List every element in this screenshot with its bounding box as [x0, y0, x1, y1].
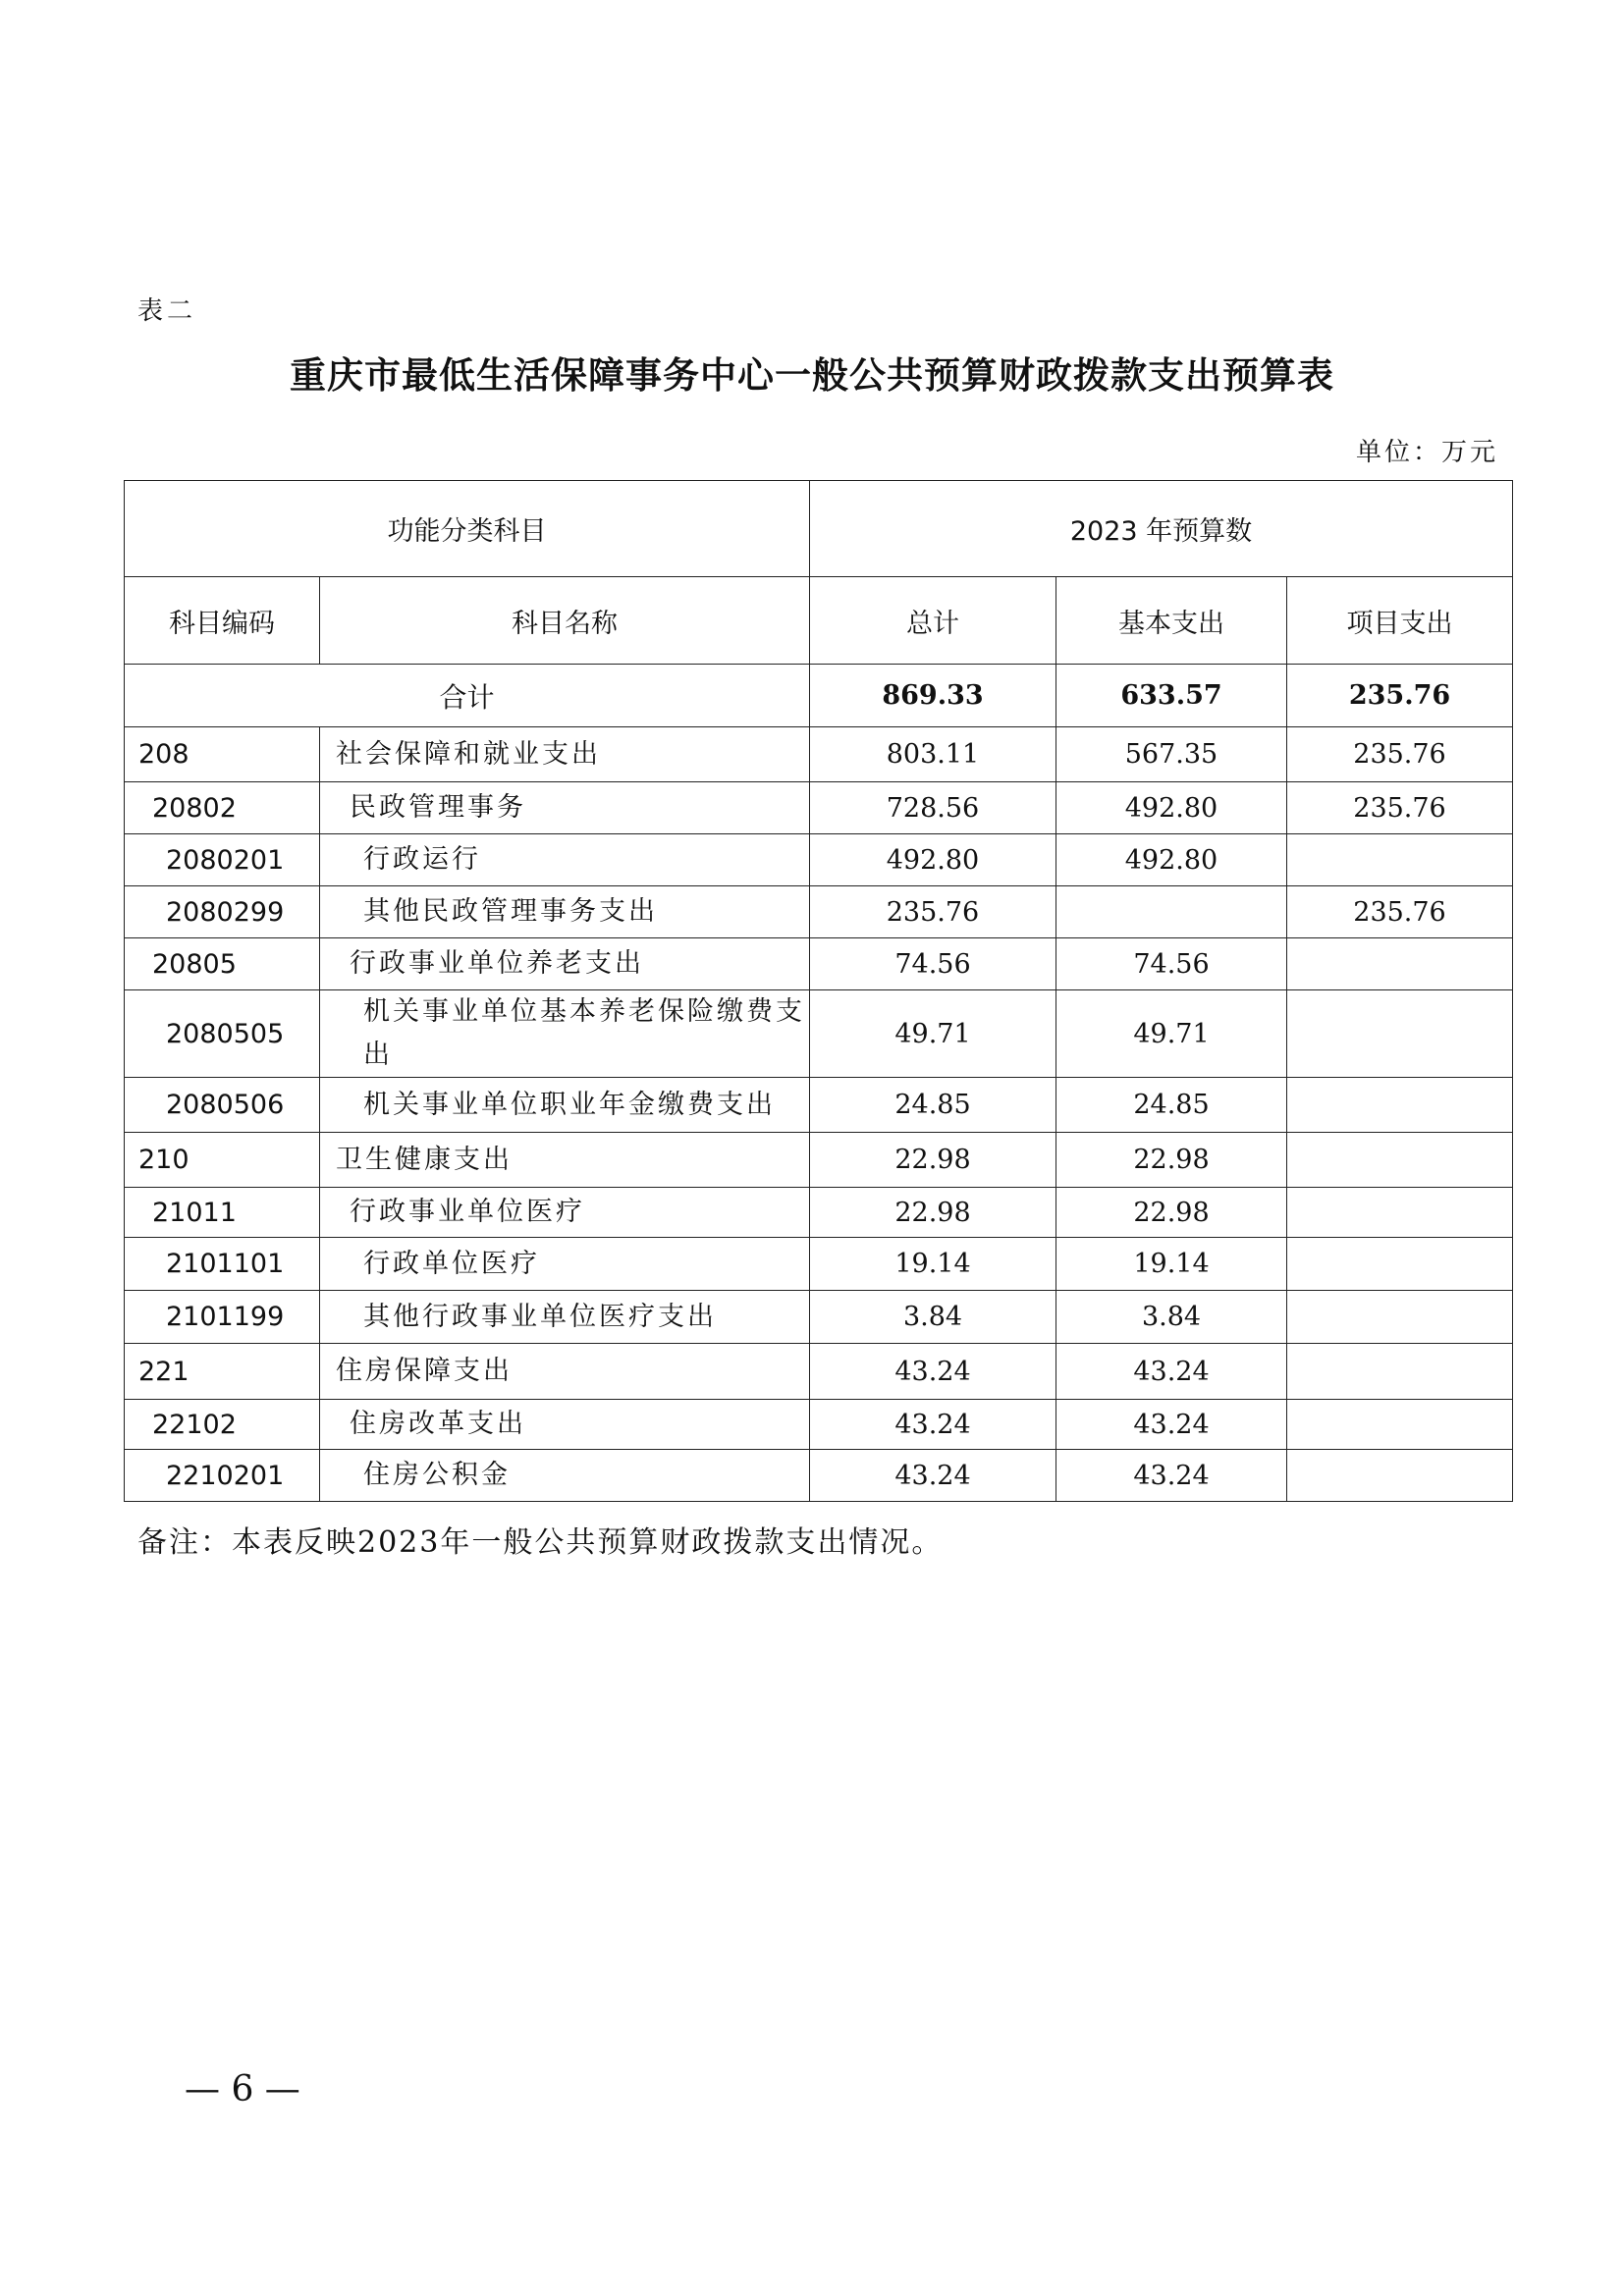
row-name: 其他行政事业单位医疗支出 — [320, 1291, 810, 1344]
row-name: 其他民政管理事务支出 — [320, 886, 810, 938]
header-name: 科目名称 — [320, 577, 810, 665]
row-project — [1287, 1078, 1513, 1133]
row-basic: 19.14 — [1056, 1238, 1287, 1291]
row-basic: 22.98 — [1056, 1188, 1287, 1238]
row-basic: 3.84 — [1056, 1291, 1287, 1344]
row-project — [1287, 1188, 1513, 1238]
row-code: 2080299 — [125, 886, 320, 938]
row-basic: 492.80 — [1056, 782, 1287, 834]
table-row — [125, 1238, 1513, 1291]
table-row — [125, 1133, 1513, 1188]
row-basic: 492.80 — [1056, 834, 1287, 886]
row-code: 2080506 — [125, 1078, 320, 1133]
row-code: 21011 — [125, 1188, 320, 1238]
table-label: 表二 — [137, 296, 197, 326]
row-code: 20802 — [125, 782, 320, 834]
page-title: 重庆市最低生活保障事务中心一般公共预算财政拨款支出预算表 — [290, 354, 1334, 397]
row-name: 机关事业单位基本养老保险缴费支出 — [320, 990, 810, 1078]
row-project: 235.76 — [1287, 727, 1513, 782]
footnote: 备注：本表反映2023年一般公共预算财政拨款支出情况。 — [137, 1525, 944, 1560]
table-row — [125, 990, 1513, 1078]
row-total: 235.76 — [810, 886, 1056, 938]
row-project — [1287, 1400, 1513, 1450]
row-code: 2080505 — [125, 990, 320, 1078]
row-basic: 43.24 — [1056, 1400, 1287, 1450]
row-name: 住房公积金 — [320, 1450, 810, 1502]
header-project: 项目支出 — [1287, 577, 1513, 665]
row-basic: 24.85 — [1056, 1078, 1287, 1133]
row-total: 43.24 — [810, 1400, 1056, 1450]
total-basic: 633.57 — [1056, 665, 1287, 727]
total-total: 869.33 — [810, 665, 1056, 727]
row-basic: 43.24 — [1056, 1450, 1287, 1502]
row-total: 22.98 — [810, 1133, 1056, 1188]
row-project — [1287, 1450, 1513, 1502]
row-name: 社会保障和就业支出 — [320, 727, 810, 782]
row-basic: 49.71 — [1056, 990, 1287, 1078]
row-name: 行政事业单位养老支出 — [320, 938, 810, 990]
row-total: 49.71 — [810, 990, 1056, 1078]
table-row — [125, 938, 1513, 990]
total-label: 合计 — [125, 665, 810, 727]
row-total: 22.98 — [810, 1188, 1056, 1238]
header-function-category: 功能分类科目 — [125, 481, 810, 577]
row-name: 行政单位医疗 — [320, 1238, 810, 1291]
table-row — [125, 1188, 1513, 1238]
row-project — [1287, 1238, 1513, 1291]
header-code: 科目编码 — [125, 577, 320, 665]
row-project — [1287, 938, 1513, 990]
row-code: 2210201 — [125, 1450, 320, 1502]
page-number: — 6 — — [185, 2069, 300, 2109]
row-basic: 43.24 — [1056, 1344, 1287, 1400]
table-row — [125, 886, 1513, 938]
row-total: 3.84 — [810, 1291, 1056, 1344]
header-budget-2023: 2023 年预算数 — [810, 481, 1513, 577]
table-row — [125, 1291, 1513, 1344]
row-project — [1287, 1133, 1513, 1188]
row-total: 492.80 — [810, 834, 1056, 886]
row-code: 210 — [125, 1133, 320, 1188]
row-name: 民政管理事务 — [320, 782, 810, 834]
row-total: 19.14 — [810, 1238, 1056, 1291]
row-code: 20805 — [125, 938, 320, 990]
row-total: 74.56 — [810, 938, 1056, 990]
row-total: 803.11 — [810, 727, 1056, 782]
row-project: 235.76 — [1287, 886, 1513, 938]
row-name: 住房改革支出 — [320, 1400, 810, 1450]
table-row — [125, 1078, 1513, 1133]
row-total: 728.56 — [810, 782, 1056, 834]
total-project: 235.76 — [1287, 665, 1513, 727]
row-project — [1287, 1291, 1513, 1344]
row-name: 机关事业单位职业年金缴费支出 — [320, 1078, 810, 1133]
unit-label: 单位：万元 — [1355, 438, 1498, 467]
table-row — [125, 834, 1513, 886]
table-row — [125, 1450, 1513, 1502]
table-row — [125, 1400, 1513, 1450]
row-code: 221 — [125, 1344, 320, 1400]
row-project — [1287, 1344, 1513, 1400]
row-name: 住房保障支出 — [320, 1344, 810, 1400]
row-basic — [1056, 886, 1287, 938]
row-project — [1287, 834, 1513, 886]
table-row — [125, 1344, 1513, 1400]
header-basic: 基本支出 — [1056, 577, 1287, 665]
row-basic: 22.98 — [1056, 1133, 1287, 1188]
row-total: 43.24 — [810, 1450, 1056, 1502]
row-basic: 74.56 — [1056, 938, 1287, 990]
row-name: 卫生健康支出 — [320, 1133, 810, 1188]
header-total: 总计 — [810, 577, 1056, 665]
row-code: 2101199 — [125, 1291, 320, 1344]
row-name: 行政运行 — [320, 834, 810, 886]
row-project: 235.76 — [1287, 782, 1513, 834]
budget-table — [124, 480, 1513, 1502]
table-row — [125, 727, 1513, 782]
row-name: 行政事业单位医疗 — [320, 1188, 810, 1238]
row-total: 43.24 — [810, 1344, 1056, 1400]
total-row — [125, 665, 1513, 727]
row-code: 208 — [125, 727, 320, 782]
row-basic: 567.35 — [1056, 727, 1287, 782]
row-code: 22102 — [125, 1400, 320, 1450]
row-code: 2101101 — [125, 1238, 320, 1291]
row-project — [1287, 990, 1513, 1078]
table-row — [125, 782, 1513, 834]
row-total: 24.85 — [810, 1078, 1056, 1133]
row-code: 2080201 — [125, 834, 320, 886]
